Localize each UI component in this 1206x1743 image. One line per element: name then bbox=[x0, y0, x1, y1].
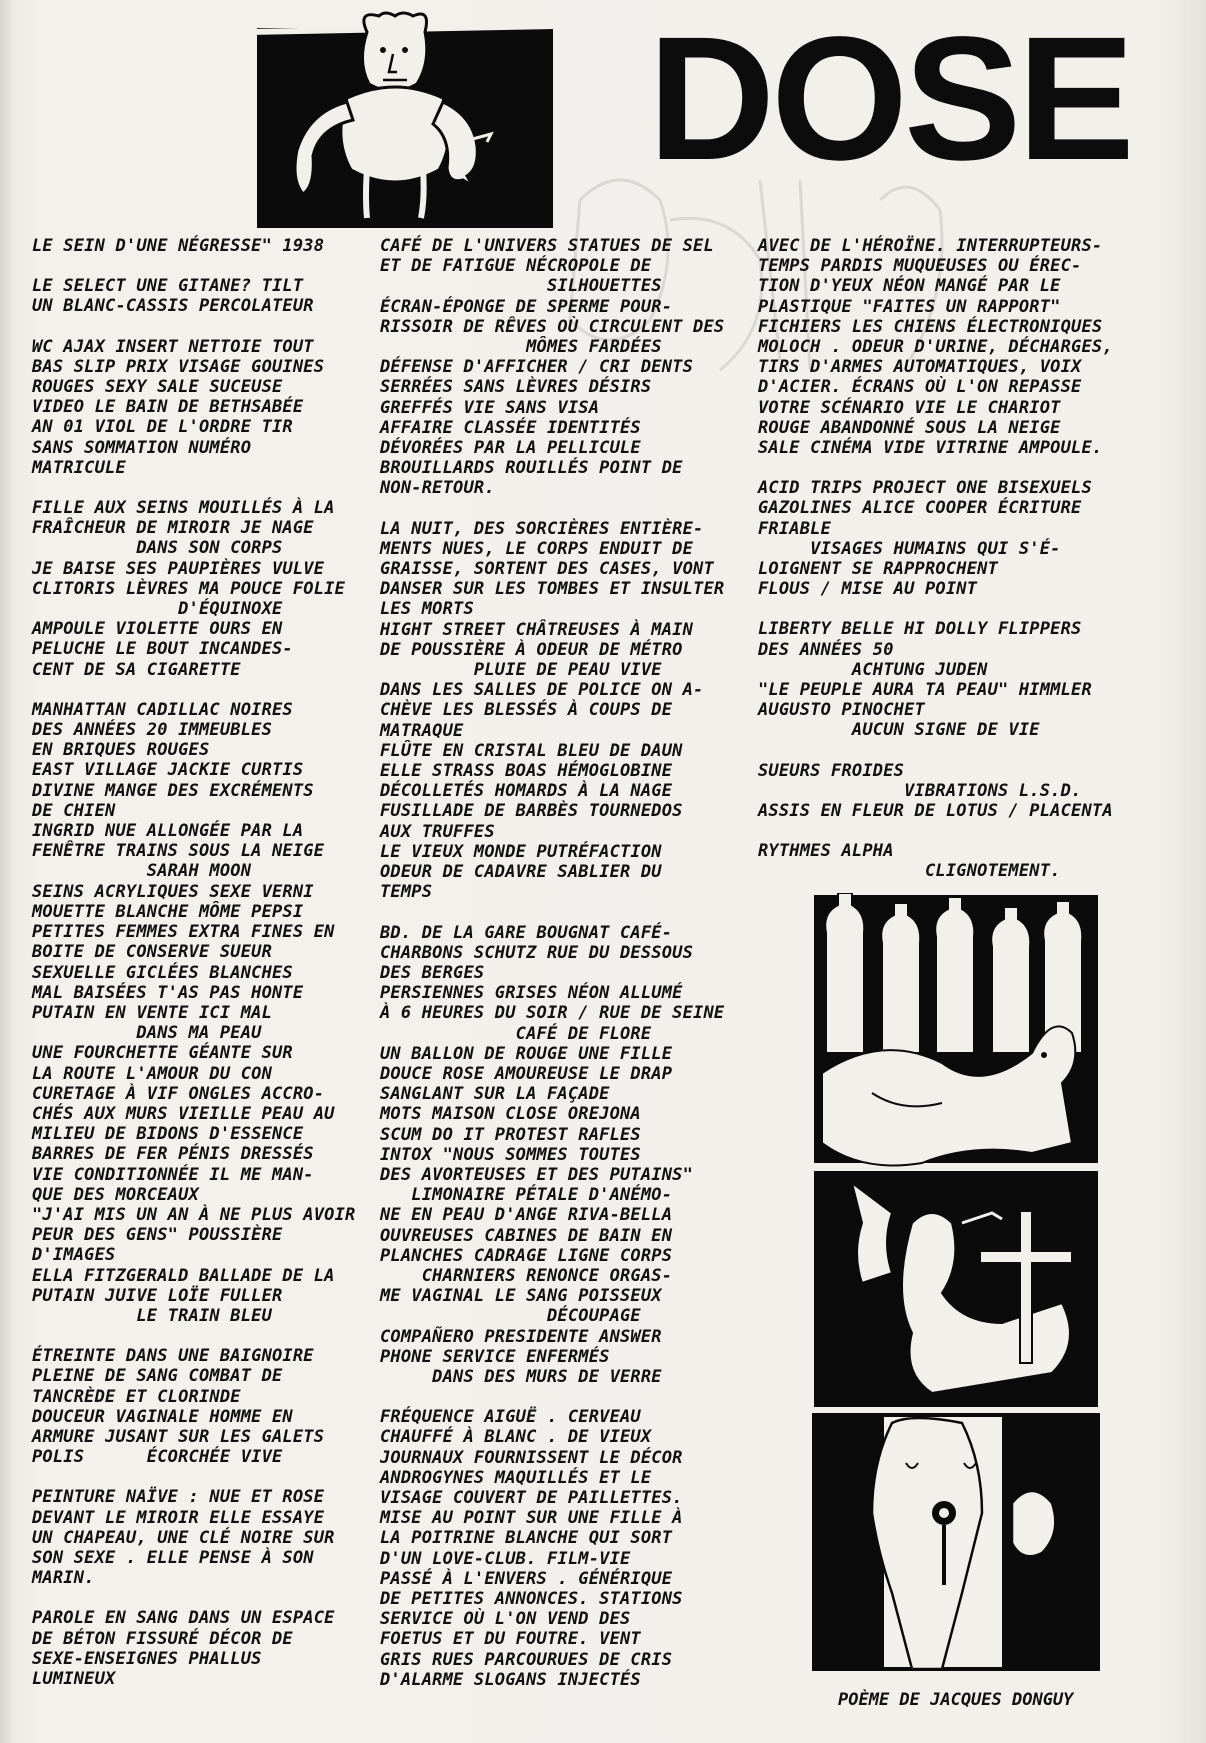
comic-panel-1 bbox=[814, 893, 1098, 1166]
page-title: DOSE bbox=[648, 1, 1131, 197]
stanza: CAFÉ DE L'UNIVERS STATUES DE SEL ET DE FATIGUE NÉCROPOLE DE SILHOUETTES ÉCRAN-ÉPONGE DE SPERME POUR- RISSOIR DE RÊVES OÙ CIRCULENT DES MÔMES FARDÉES DÉFENSE D'AFFICHER / CRI DENTS SERRÉES SANS LÈVRES DÉSIRS GREFFÉS VIE SANS VISA AFFAIRE CLASSÉE IDENTITÉS DÉVORÉES PAR LA PELLICULE BROUILLARDS ROUILLÉS POINT DE NON-RETOUR. bbox=[380, 236, 725, 499]
stanza: ACID TRIPS PROJECT ONE BISEXUELS GAZOLINES ALICE COOPER ÉCRITURE FRIABLE VISAGES HUMAINS QUI S'É- LOIGNENT SE RAPPROCHENT FLOUS / MISE AU POINT bbox=[758, 478, 1092, 600]
stanza: AVEC DE L'HÉROÏNE. INTERRUPTEURS- TEMPS PARDIS MUQUEUSES OU ÉREC- TION D'YEUX NÉON MANGÉ PAR LE PLASTIQUE "FAITES UN RAPPORT" FICHIERS LES CHIENS ÉLECTRONIQUES MOLOCH . ODEUR D'URINE, DÉCHARGES, TIRS D'ARMES AUTOMATIQUES, VOIX D'ACIER. ÉCRANS OÙ L'ON REPASSE VOTRE SCÉNARIO VIE LE CHARIOT ROUGE ABANDONNÉ SOUS LA NEIGE SALE CINÉMA VIDE VITRINE AMPOULE. bbox=[758, 236, 1113, 459]
stanza: MANHATTAN CADILLAC NOIRES DES ANNÉES 20 IMMEUBLES EN BRIQUES ROUGES EAST VILLAGE JACKIE CURTIS DIVINE MANGE DES EXCRÉMENTS DE CHIEN INGRID NUE ALLONGÉE PAR LA FENÊTRE TRAINS SOUS LA NEIGE SARAH MOON SEINS ACRYLIQUES SEXE VERNI MOUETTE BLANCHE MÔME PEPSI PETITES FEMMES EXTRA FINES EN BOITE DE CONSERVE SUEUR SEXUELLE GICLÉES BLANCHES MAL BAISÉES T'AS PAS HONTE PUTAIN EN VENTE ICI MAL DANS MA PEAU UNE FOURCHETTE GÉANTE SUR LA ROUTE L'AMOUR DU CON CURETAGE À VIF ONGLES ACCRO- CHÉS AUX MURS VIEILLE PEAU AU MILIEU DE BIDONS D'ESSENCE BARRES DE FER PÉNIS DRESSÉS VIE CONDITIONNÉE IL ME MAN- QUE DES MORCEAUX "J'AI MIS UN AN À NE PLUS AVOIR PEUR DES GENS" POUSSIÈRE D'IMAGES ELLA FITZGERALD BALLADE DE LA PUTAIN JUIVE LOÏE FULLER LE TRAIN BLEU bbox=[32, 699, 356, 1326]
stanza: LIBERTY BELLE HI DOLLY FLIPPERS DES ANNÉES 50 ACHTUNG JUDEN "LE PEUPLE AURA TA PEAU" HIMMLER AUGUSTO PINOCHET AUCUN SIGNE DE VIE bbox=[758, 619, 1092, 741]
top-illustration bbox=[255, 10, 555, 230]
poem-column-2 bbox=[380, 236, 740, 1710]
poem-credit: POÈME DE JACQUES DONGUY bbox=[838, 1690, 1074, 1710]
comic-panel-2 bbox=[814, 1171, 1098, 1407]
stanza: PEINTURE NAÏVE : NUE ET ROSE DEVANT LE MIROIR ELLE ESSAYE UN CHAPEAU, UNE CLÉ NOIRE SUR SON SEXE . ELLE PENSE À SON MARIN. bbox=[32, 1487, 335, 1589]
poem-column-3 bbox=[758, 236, 1153, 902]
stanza: PAROLE EN SANG DANS UN ESPACE DE BÉTON FISSURÉ DÉCOR DE SEXE-ENSEIGNES PHALLUS LUMINEUX bbox=[32, 1608, 335, 1689]
stanza: LA NUIT, DES SORCIÈRES ENTIÈRE- MENTS NUES, LE CORPS ENDUIT DE GRAISSE, SORTENT DES CASES, VONT DANSER SUR LES TOMBES ET INSULTER LES MORTS HIGHT STREET CHÂTREUSES À MAIN DE POUSSIÈRE À ODEUR DE MÉTRO PLUIE DE PEAU VIVE DANS LES SALLES DE POLICE ON A- CHÈVE LES BLESSÉS À COUPS DE MATRAQUE FLÛTE EN CRISTAL BLEU DE DAUN ELLE STRASS BOAS HÉMOGLOBINE DÉCOLLETÉS HOMARDS À LA NAGE FUSILLADE DE BARBÈS TOURNEDOS AUX TRUFFES LE VIEUX MONDE PUTRÉFACTION ODEUR DE CADAVRE SABLIER DU TEMPS bbox=[380, 518, 725, 903]
stanza: LE SELECT UNE GITANE? TILT UN BLANC-CASSIS PERCOLATEUR bbox=[32, 276, 314, 317]
stanza: FILLE AUX SEINS MOUILLÉS À LA FRAÎCHEUR DE MIROIR JE NAGE DANS SON CORPS JE BAISE SES PAUPIÈRES VULVE CLITORIS LÈVRES MA POUCE FOLIE D'ÉQUINOXE AMPOULE VIOLETTE OURS EN PELUCHE LE BOUT INCANDES- CENT DE SA CIGARETTE bbox=[32, 498, 346, 680]
stanza: WC AJAX INSERT NETTOIE TOUT BAS SLIP PRIX VISAGE GOUINES ROUGES SEXY SALE SUCEUSE VIDEO LE BAIN DE BETHSABÉE AN 01 VIOL DE L'ORDRE TIR SANS SOMMATION NUMÉRO MATRICULE bbox=[32, 336, 325, 478]
comic-panels-illustration bbox=[812, 893, 1102, 1673]
stanza: LE SEIN D'UNE NÉGRESSE" 1938 bbox=[32, 236, 325, 256]
stanza: SUEURS FROIDES VIBRATIONS L.S.D. ASSIS EN FLEUR DE LOTUS / PLACENTA bbox=[758, 760, 1113, 822]
stanza: BD. DE LA GARE BOUGNAT CAFÉ- CHARBONS SCHUTZ RUE DU DESSOUS DES BERGES PERSIENNES GRISES NÉON ALLUMÉ À 6 HEURES DU SOIR / RUE DE SEINE CAFÉ DE FLORE UN BALLON DE ROUGE UNE FILLE DOUCE ROSE AMOUREUSE LE DRAP SANGLANT SUR LA FAÇADE MOTS MAISON CLOSE OREJONA SCUM DO IT PROTEST RAFLES INTOX "NOUS SOMMES TOUTES DES AVORTEUSES ET DES PUTAINS" LIMONAIRE PÉTALE D'ANÉMO- NE EN PEAU D'ANGE RIVA-BELLA OUVREUSES CABINES DE BAIN EN PLANCHES CADRAGE LIGNE CORPS CHARNIERS RENONCE ORGAS- ME VAGINAL LE SANG POISSEUX DÉCOUPAGE COMPAÑERO PRESIDENTE ANSWER PHONE SERVICE ENFERMÉS DANS DES MURS DE VERRE bbox=[380, 922, 725, 1387]
stanza: RYTHMES ALPHA CLIGNOTEMENT. bbox=[758, 841, 1061, 882]
stanza: FRÉQUENCE AIGUË . CERVEAU CHAUFFÉ À BLANC . DE VIEUX JOURNAUX FOURNISSENT LE DÉCOR ANDROGYNES MAQUILLÉS ET LE VISAGE COUVERT DE PAILLETTES. MISE AU POINT SUR UNE FILLE À LA POITRINE BLANCHE QUI SORT D'UN LOVE-CLUB. FILM-VIE PASSÉ À L'ENVERS . GÉNÉRIQUE DE PETITES ANNONCES. STATIONS SERVICE OÙ L'ON VEND DES FOETUS ET DU FOUTRE. VENT GRIS RUES PARCOURUES DE CRIS D'ALARME SLOGANS INJECTÉS bbox=[380, 1407, 683, 1690]
poem-column-1 bbox=[32, 236, 362, 1709]
stanza: ÉTREINTE DANS UNE BAIGNOIRE PLEINE DE SANG COMBAT DE TANCRÈDE ET CLORINDE DOUCEUR VAGINALE HOMME EN ARMURE JUSANT SUR LES GALETS POLIS ÉCORCHÉE VIVE bbox=[32, 1346, 325, 1468]
comic-panel-3 bbox=[814, 1415, 1098, 1669]
